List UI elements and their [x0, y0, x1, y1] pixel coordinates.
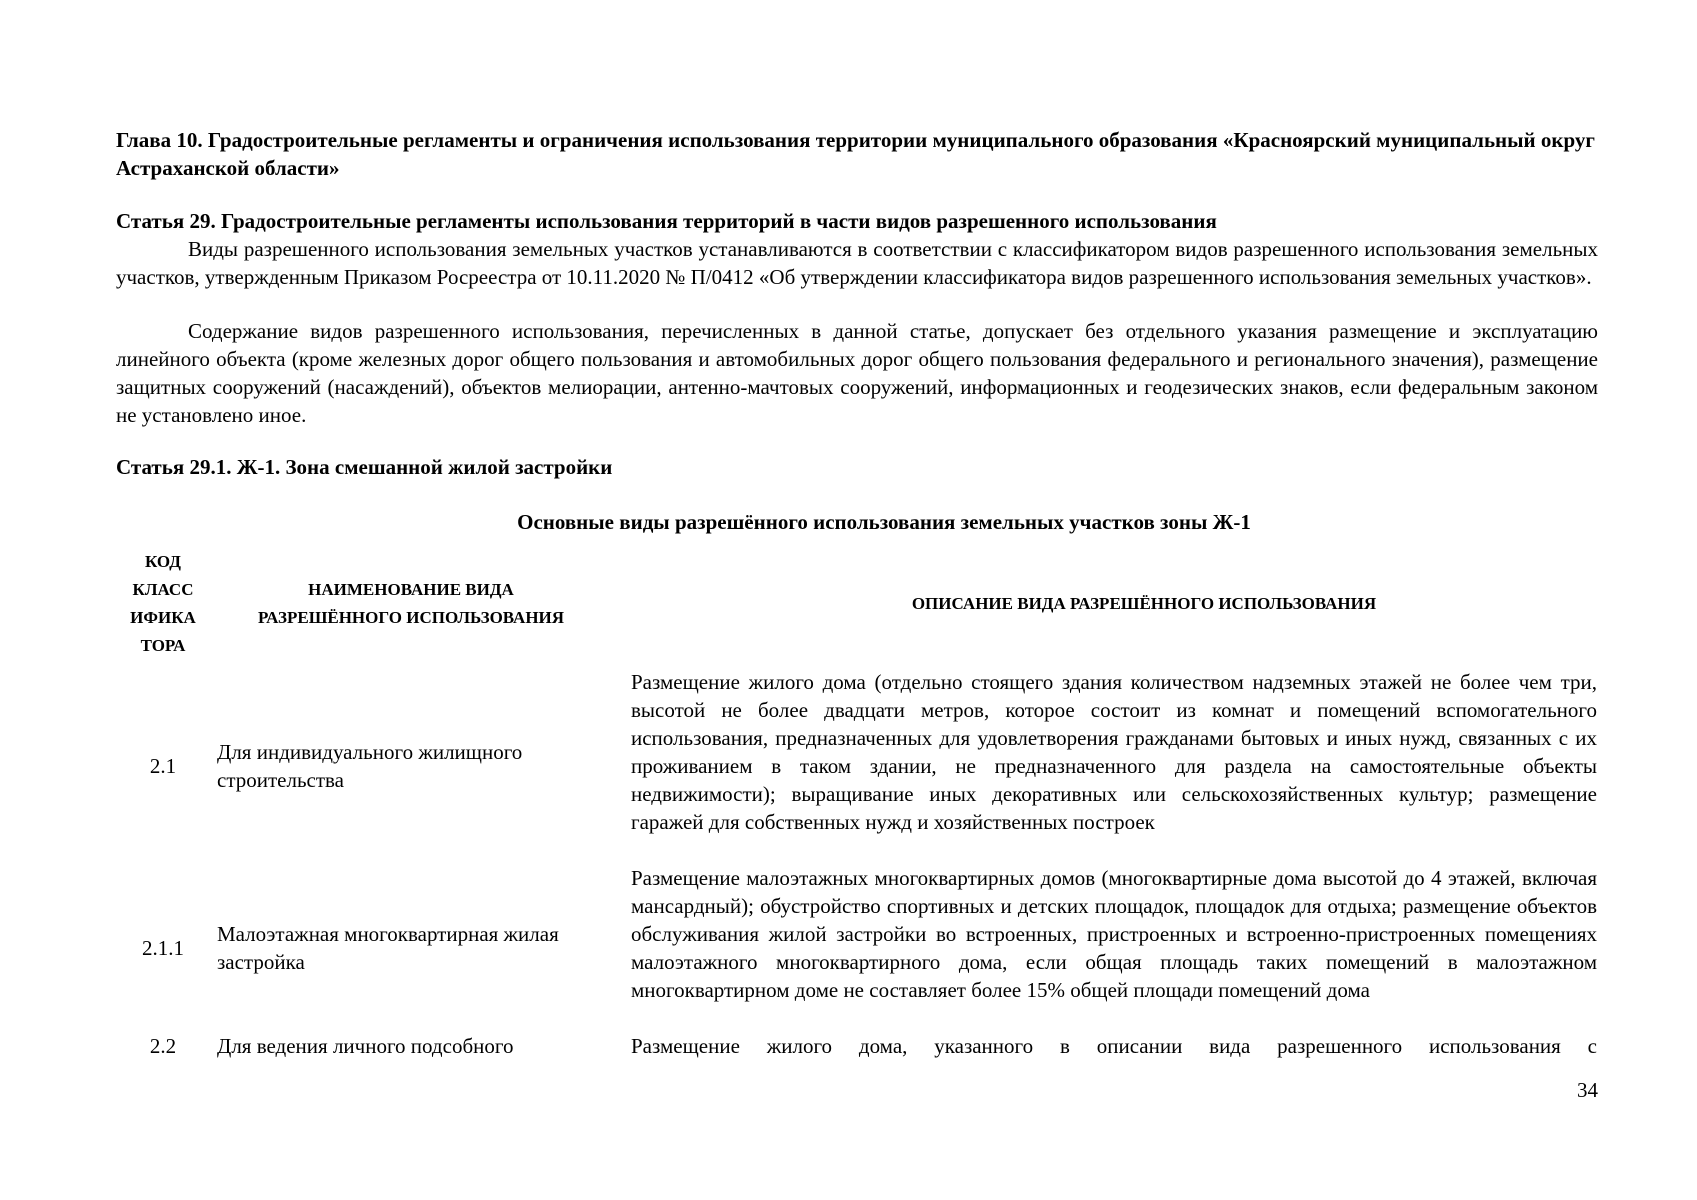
article-29-paragraph-1: Виды разрешенного использования земельных участков устанавливаются в соответствии с классификатором видов разрешенного использования земельных участков, утвержденным Приказом Росреестра от 10.11.2020 № П/0412 «Об утверждении классификатора видов разрешенного использования земельных участков».	[116, 237, 1598, 289]
row-description: Размещение малоэтажных многоквартирных домов (многоквартирные дома высотой до 4 этажей, включая мансардный); обустройство спортивных и детских площадок, площадок для отдыха; размещение объектов обслуживания жилой застройки во встроенных, пристроенных и встроенно-пристроенных помещениях малоэтажного многоквартирного дома, если общая площадь таких помещений в малоэтажном многоквартирном доме не составляет более 15% общей площади помещений дома	[631, 866, 1597, 1002]
article-29-heading: Статья 29. Градостроительные регламенты использования территорий в части видов разрешенного использования	[116, 209, 1217, 233]
column-header-code-line: ИФИКА	[130, 608, 196, 627]
column-header-name	[230, 576, 592, 632]
table-row	[116, 864, 1598, 1032]
article-29-paragraph-2: Содержание видов разрешенного использования, перечисленных в данной статье, допускает без отдельного указания размещение и эксплуатацию линейного объекта (кроме железных дорог общего пользования и автомобильных дорог общего пользования федерального и регионального значения), размещение защитных сооружений (насаждений), объектов мелиорации, антенно-мачтовых сооружений, информационных и геодезических знаков, если федеральным законом не установлено иное.	[116, 319, 1598, 427]
row-description: Размещение жилого дома, указанного в описании вида разрешенного использования с	[631, 1034, 1597, 1058]
column-header-description: ОПИСАНИЕ ВИДА РАЗРЕШЁННОГО ИСПОЛЬЗОВАНИЯ	[911, 594, 1377, 613]
column-header-code-line: ТОРА	[140, 636, 186, 655]
chapter-heading: Глава 10. Градостроительные регламенты и ограничения использования территории муниципального образования «Красноярский муниципальный округ Астраханской области»	[116, 128, 1595, 180]
article-29-1-heading: Статья 29.1. Ж-1. Зона смешанной жилой застройки	[116, 455, 613, 479]
row-name: Для индивидуального жилищного строительства	[217, 740, 523, 792]
table-row	[116, 1032, 1598, 1060]
row-code: 2.1	[149, 754, 177, 778]
row-code: 2.1.1	[142, 936, 184, 960]
page-number: 34	[1577, 1078, 1598, 1102]
table-row	[116, 668, 1598, 864]
column-header-code-line: КОД	[145, 552, 181, 571]
row-code: 2.2	[149, 1034, 177, 1058]
column-header-name-line: РАЗРЕШЁННОГО ИСПОЛЬЗОВАНИЯ	[257, 608, 565, 627]
row-name: Для ведения личного подсобного	[217, 1034, 514, 1058]
row-name: Малоэтажная многоквартирная жилая застройка	[217, 922, 559, 974]
column-header-code	[116, 548, 210, 660]
column-header-code-line: КЛАСС	[132, 580, 194, 599]
row-description: Размещение жилого дома (отдельно стоящего здания количеством надземных этажей не более чем три, высотой не более двадцати метров, которое состоит из комнат и помещений вспомогательного использования, предназначенных для удовлетворения гражданами бытовых и иных нужд, связанных с их проживанием в таком здании, не предназначенного для раздела на самостоятельные объекты недвижимости); выращивание иных декоративных или сельскохозяйственных культур; размещение гаражей для собственных нужд и хозяйственных построек	[631, 670, 1597, 834]
column-header-name-line: НАИМЕНОВАНИЕ ВИДА	[308, 580, 514, 599]
table-title: Основные виды разрешённого использования земельных участков зоны Ж-1	[517, 510, 1251, 534]
